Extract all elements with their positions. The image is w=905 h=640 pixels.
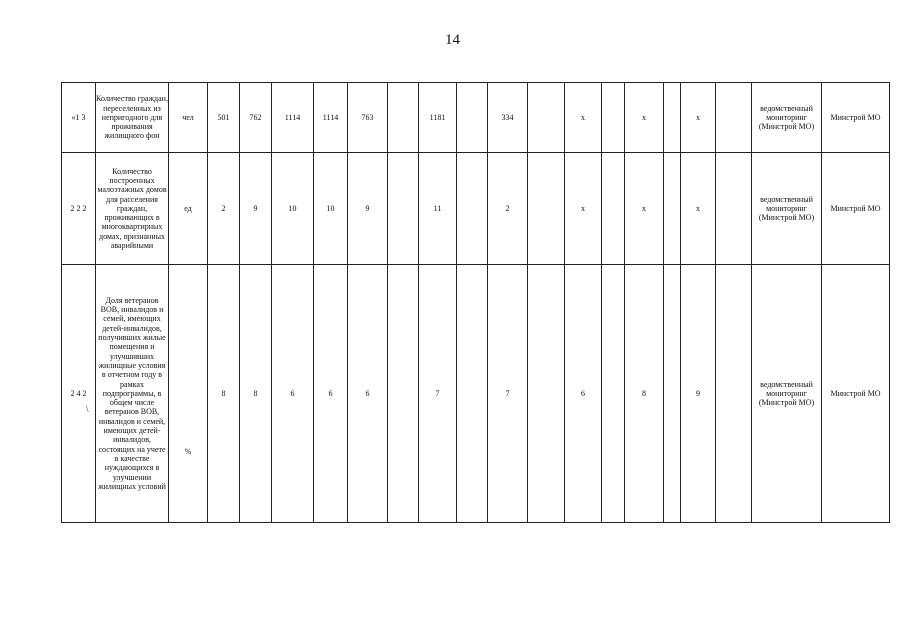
value-cell — [457, 83, 488, 153]
stray-mark: \ — [86, 404, 89, 414]
value-cell — [602, 153, 625, 265]
empty-cell — [716, 265, 752, 523]
value-cell: 10 — [272, 153, 314, 265]
value-cell — [457, 153, 488, 265]
value-cell: 6 — [314, 265, 348, 523]
value-cell: 8 — [208, 265, 240, 523]
responsible-cell: Минстрой МО — [822, 265, 890, 523]
value-cell: 9 — [348, 153, 388, 265]
value-cell — [602, 265, 625, 523]
value-cell: х — [681, 83, 716, 153]
value-cell: 1114 — [314, 83, 348, 153]
value-cell: 10 — [314, 153, 348, 265]
indicator-name: Количество граждан, переселенных из непригодного для проживания жилищного фон — [96, 83, 169, 153]
value-cell — [664, 153, 681, 265]
table-row — [62, 83, 890, 153]
value-cell: 11 — [419, 153, 457, 265]
value-cell: х — [565, 153, 602, 265]
value-cell: х — [681, 153, 716, 265]
value-cell: 762 — [240, 83, 272, 153]
table-row — [62, 265, 890, 523]
source-cell: ведомственный мониторинг (Минстрой МО) — [752, 265, 822, 523]
value-cell: 9 — [681, 265, 716, 523]
value-cell: х — [625, 153, 664, 265]
value-cell: 2 — [208, 153, 240, 265]
value-cell: 763 — [348, 83, 388, 153]
value-cell: 8 — [240, 265, 272, 523]
value-cell: 9 — [240, 153, 272, 265]
responsible-cell: Минстрой МО — [822, 83, 890, 153]
value-cell: 7 — [488, 265, 528, 523]
value-cell: 2 — [488, 153, 528, 265]
value-cell — [664, 265, 681, 523]
unit-cell: % — [169, 265, 208, 523]
empty-cell — [716, 153, 752, 265]
value-cell — [602, 83, 625, 153]
value-cell — [457, 265, 488, 523]
value-cell — [528, 83, 565, 153]
row-code: «1 3 — [62, 83, 96, 153]
unit-cell: чел — [169, 83, 208, 153]
value-cell: 6 — [565, 265, 602, 523]
value-cell — [528, 265, 565, 523]
value-cell — [388, 265, 419, 523]
value-cell: х — [565, 83, 602, 153]
value-cell: х — [625, 83, 664, 153]
value-cell: 6 — [272, 265, 314, 523]
unit-cell: ед — [169, 153, 208, 265]
empty-cell — [716, 83, 752, 153]
source-cell: ведомственный мониторинг (Минстрой МО) — [752, 153, 822, 265]
value-cell — [528, 153, 565, 265]
row-code: 2 4 2 — [62, 265, 96, 523]
value-cell: 501 — [208, 83, 240, 153]
value-cell: 7 — [419, 265, 457, 523]
table-row — [62, 153, 890, 265]
value-cell: 8 — [625, 265, 664, 523]
indicators-table — [61, 82, 890, 523]
page-number: 14 — [445, 32, 460, 48]
value-cell: 6 — [348, 265, 388, 523]
value-cell — [388, 153, 419, 265]
source-cell: ведомственный мониторинг (Минстрой МО) — [752, 83, 822, 153]
indicator-name: Доля ветеранов ВОВ, инвалидов и семей, имеющих детей-инвалидов, получивших жилые помещения и улучшивших жилищные условия в отчетном году в рамках подпрограммы, в общем числе ветеранов ВОВ, инвалидов и семей, имеющих детей-инвалидов, состоящих на учете в качестве нуждающихся в улучшении жилищных условий — [96, 265, 169, 523]
value-cell: 1181 — [419, 83, 457, 153]
value-cell: 1114 — [272, 83, 314, 153]
indicator-name: Количество построенных малоэтажных домов для расселения граждан, проживающих в многоквартирных домах, признанных аварийными — [96, 153, 169, 265]
row-code: 2 2 2 — [62, 153, 96, 265]
responsible-cell: Минстрой МО — [822, 153, 890, 265]
value-cell — [388, 83, 419, 153]
value-cell — [664, 83, 681, 153]
value-cell: 334 — [488, 83, 528, 153]
